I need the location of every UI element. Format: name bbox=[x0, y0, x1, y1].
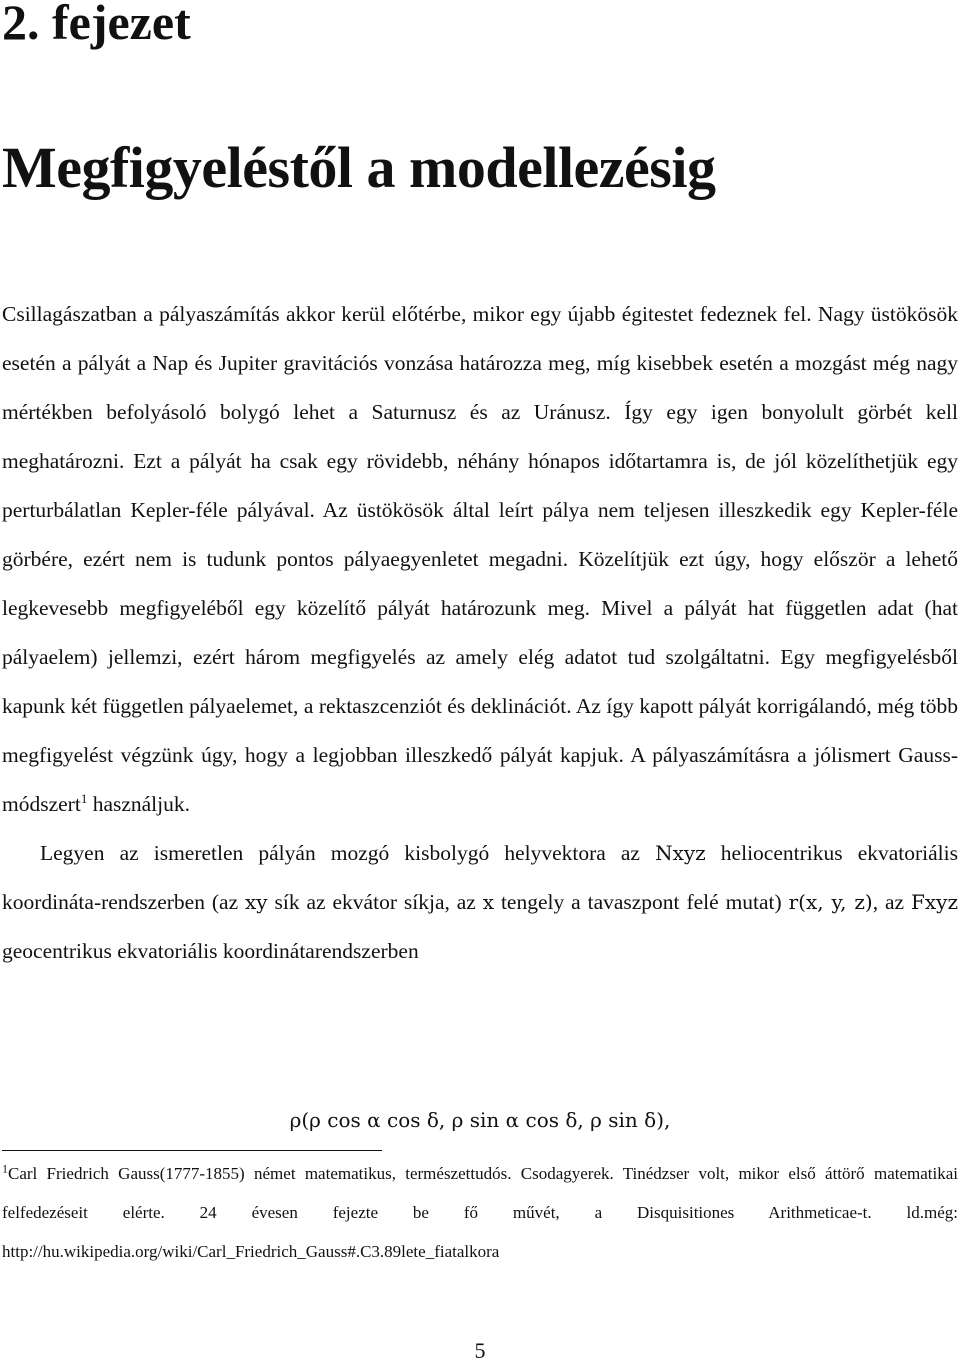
page-number: 5 bbox=[474, 1338, 486, 1363]
paragraph-2-text-1: Legyen az ismeretlen pályán mozgó kisbolygó helyvektora az bbox=[40, 841, 656, 865]
math-x: x bbox=[482, 890, 495, 914]
math-nxyz: Nxyz bbox=[655, 841, 706, 865]
paragraph-2-text-6: geocentrikus ekvatoriális koordinátarendszerben bbox=[2, 939, 419, 963]
math-fxyz: Fxyz bbox=[911, 890, 958, 914]
display-equation: ρ(ρ cos α cos δ, ρ sin α cos δ, ρ sin δ), bbox=[289, 1108, 671, 1132]
paragraph-1 bbox=[2, 290, 958, 829]
chapter-number: 2. fejezet bbox=[2, 0, 191, 50]
paragraph-2 bbox=[2, 829, 958, 976]
math-position-vector: r(x, y, z) bbox=[788, 890, 873, 914]
paragraph-2-text-2: heliocentrikus ekvatoriális koordináta-rendszerben (az bbox=[2, 841, 958, 914]
body-text bbox=[2, 290, 958, 976]
footnote-divider bbox=[2, 1150, 382, 1151]
paragraph-2-text-3: sík az ekvátor síkja, az bbox=[267, 890, 483, 914]
paragraph-1-end: használjuk. bbox=[87, 792, 191, 816]
footnote-text: Carl Friedrich Gauss(1777-1855) német matematikus, természettudós. Csodagyerek. Tinédzser volt, mikor első áttörő matematikai felfedezéseit elérte. 24 évesen fejezte be fő művét, a Disquisitiones Arithmeticae-t. ld.még: http://hu.wikipedia.org/wiki/Carl_Friedrich_Gauss#.C3.89lete_fiatalkora bbox=[2, 1164, 958, 1261]
footnote bbox=[2, 1154, 958, 1271]
math-xy: xy bbox=[245, 890, 268, 914]
paragraph-2-text-5: , az bbox=[872, 890, 911, 914]
paragraph-1-text: Csillagászatban a pályaszámítás akkor kerül előtérbe, mikor egy újabb égitestet fedeznek fel. Nagy üstökösök esetén a pályát a Nap és Jupiter gravitációs vonzása határozza meg, míg kisebbek esetén a mozgást még nagy mértékben befolyásoló bolygó lehet a Saturnusz és az Uránusz. Így egy igen bonyolult görbét kell meghatározni. Ezt a pályát ha csak egy rövidebb, néhány hónapos időtartamra is, de jól közelíthetjük egy perturbálatlan Kepler-féle pályával. Az üstökösök által leírt pálya nem teljesen illeszkedik egy Kepler-féle görbére, ezért nem is tudunk pontos pályaegyenletet megadni. Közelítjük ezt úgy, hogy először a lehető legkevesebb megfigyeléből egy közelítő pályát határozunk meg. Mivel a pályát hat független adat (hat pályaelem) jellemzi, ezért három megfigyelés az amely elég adatot tud szolgáltatni. Egy megfigyelésből kapunk két független pályaelemet, a rektaszcenziót és deklinációt. Az így kapott pályát korrigálandó, még több megfigyelést végzünk úgy, hogy a legjobban illeszkedő pályát kapjuk. A pályaszámításra a jólismert Gauss-módszert bbox=[2, 302, 958, 816]
paragraph-2-text-4: tengely a tavaszpont felé mutat) bbox=[494, 890, 789, 914]
footnote-mark: 1 bbox=[2, 1161, 8, 1176]
footnote-reference: 1 bbox=[80, 790, 88, 806]
chapter-title: Megfigyeléstől a modellezésig bbox=[2, 135, 716, 200]
